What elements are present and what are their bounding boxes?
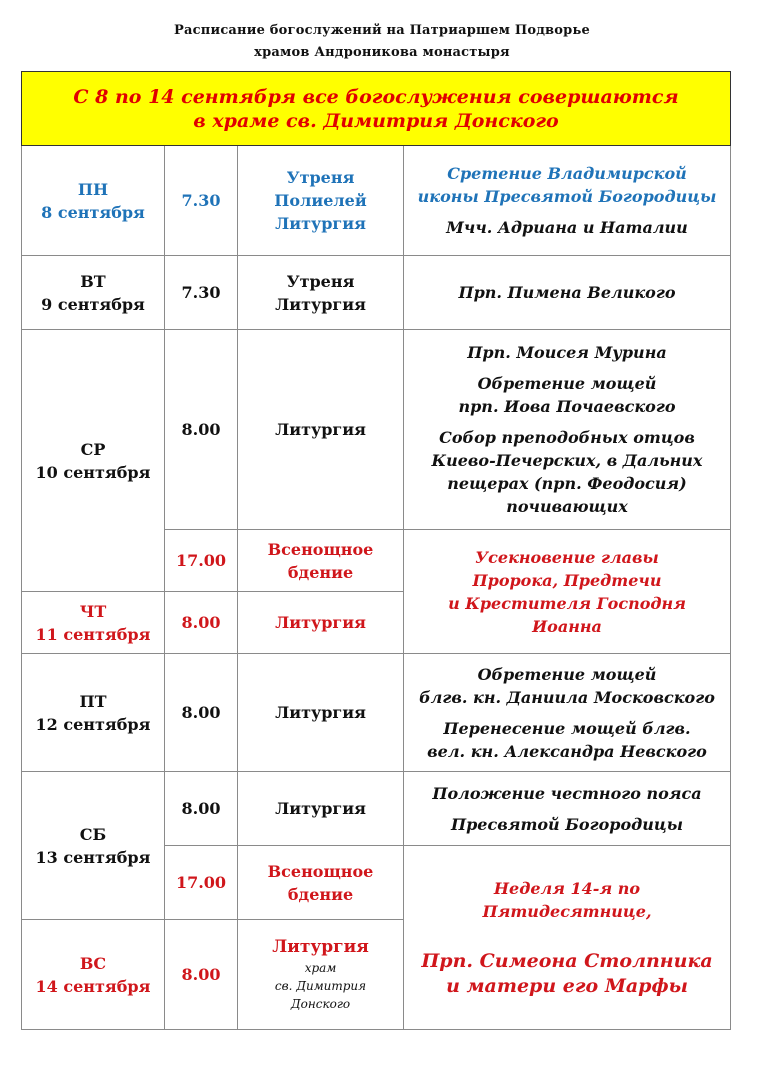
day-cell <box>22 330 165 592</box>
day-date: 9 сентября <box>41 294 145 314</box>
feast-line: Обретение мощей <box>477 374 657 393</box>
day-date: 14 сентября <box>35 976 151 996</box>
day-name: ПТ <box>79 691 107 711</box>
schedule-table <box>21 71 731 1030</box>
service-line: бдение <box>287 562 354 582</box>
time-cell: 17.00 <box>165 846 238 920</box>
feast-line: Прп. Моисея Мурина <box>467 343 667 362</box>
day-name: СБ <box>79 824 107 844</box>
time-cell: 7.30 <box>165 146 238 256</box>
title-line-1: Расписание богослужений на Патриаршем Подворье <box>174 23 590 38</box>
feast-line: Пророка, Предтечи <box>472 570 662 590</box>
table-row-wed <box>22 330 731 530</box>
service-cell <box>238 846 404 920</box>
banner-row <box>22 72 731 146</box>
time-cell: 17.00 <box>165 530 238 592</box>
service-line: Литургия <box>275 214 366 233</box>
feast-line: прп. Иова Почаевского <box>458 397 676 416</box>
day-cell <box>22 772 165 920</box>
service-cell <box>238 920 404 1030</box>
feast-cell: Прп. Пимена Великого <box>404 256 731 330</box>
banner <box>22 72 731 146</box>
feast-line: Мчч. Адриана и Наталии <box>446 218 688 237</box>
time-cell: 8.00 <box>165 330 238 530</box>
feast-line: пещерах (прп. Феодосия) <box>447 474 687 493</box>
day-name: ВТ <box>80 271 106 291</box>
day-date: 8 сентября <box>41 202 145 222</box>
page-title <box>0 20 764 64</box>
service-line: Утреня <box>286 168 355 187</box>
banner-line-2: в храме св. Димитрия Донского <box>193 109 559 132</box>
service-cell: Литургия <box>238 592 404 654</box>
church-note: Донского <box>290 997 351 1011</box>
table-row-sat <box>22 772 731 846</box>
feast-line: Перенесение мощей блгв. <box>443 718 691 738</box>
service-line: Литургия <box>272 937 369 957</box>
feast-line: вел. кн. Александра Невского <box>427 741 707 761</box>
feast-line: Пятидесятнице, <box>482 901 652 921</box>
feast-line: Пресвятой Богородицы <box>450 814 684 834</box>
service-line: Всенощное <box>267 861 374 881</box>
feast-line: и Крестителя Господня <box>448 593 686 613</box>
time-cell: 7.30 <box>165 256 238 330</box>
service-cell <box>238 530 404 592</box>
table-row-mon <box>22 146 731 256</box>
service-cell: Литургия <box>238 654 404 772</box>
feast-line: Сретение Владимирской <box>447 164 687 183</box>
service-cell: Литургия <box>238 772 404 846</box>
feast-line: Киево-Печерских, в Дальних <box>431 451 703 470</box>
day-name: СР <box>80 439 106 459</box>
time-cell: 8.00 <box>165 592 238 654</box>
day-cell <box>22 256 165 330</box>
service-line: Полиелей <box>274 191 367 210</box>
day-cell <box>22 654 165 772</box>
feast-cell <box>404 772 731 846</box>
feast-line: Обретение мощей <box>477 664 657 684</box>
feast-line: Прп. Симеона Столпника <box>421 949 713 972</box>
service-line: бдение <box>287 884 354 904</box>
feast-line: Положение честного пояса <box>432 783 702 803</box>
service-cell <box>238 256 404 330</box>
feast-cell <box>404 654 731 772</box>
church-note: храм <box>304 961 337 975</box>
day-cell <box>22 592 165 654</box>
feast-line: и матери его Марфы <box>446 974 688 997</box>
feast-cell <box>404 530 731 654</box>
day-name: ЧТ <box>79 601 107 621</box>
day-date: 10 сентября <box>35 462 151 482</box>
time-cell: 8.00 <box>165 772 238 846</box>
feast-cell <box>404 330 731 530</box>
service-line: Литургия <box>275 294 366 314</box>
service-line: Утреня <box>286 271 355 291</box>
day-cell <box>22 146 165 256</box>
day-name: ПН <box>77 179 109 199</box>
feast-cell <box>404 846 731 1030</box>
feast-line: Иоанна <box>532 616 602 636</box>
feast-line: Собор преподобных отцов <box>439 428 695 447</box>
table-row-fri <box>22 654 731 772</box>
service-cell: Литургия <box>238 330 404 530</box>
banner-line-1: С 8 по 14 сентября все богослужения совершаются <box>73 85 679 108</box>
service-line: Всенощное <box>267 539 374 559</box>
feast-line: иконы Пресвятой Богородицы <box>417 187 717 206</box>
feast-line: Усекновение главы <box>475 547 659 567</box>
time-cell: 8.00 <box>165 654 238 772</box>
feast-line: блгв. кн. Даниила Московского <box>419 687 715 707</box>
service-cell <box>238 146 404 256</box>
feast-cell <box>404 146 731 256</box>
day-cell <box>22 920 165 1030</box>
title-line-2: храмов Андроникова монастыря <box>254 45 510 60</box>
day-date: 13 сентября <box>35 847 151 867</box>
day-date: 11 сентября <box>35 624 151 644</box>
day-name: ВС <box>79 953 107 973</box>
day-date: 12 сентября <box>35 714 151 734</box>
feast-line: почивающих <box>506 497 628 516</box>
feast-line: Неделя 14-я по <box>493 878 641 898</box>
table-row-tue <box>22 256 731 330</box>
church-note: св. Димитрия <box>274 979 367 993</box>
time-cell: 8.00 <box>165 920 238 1030</box>
